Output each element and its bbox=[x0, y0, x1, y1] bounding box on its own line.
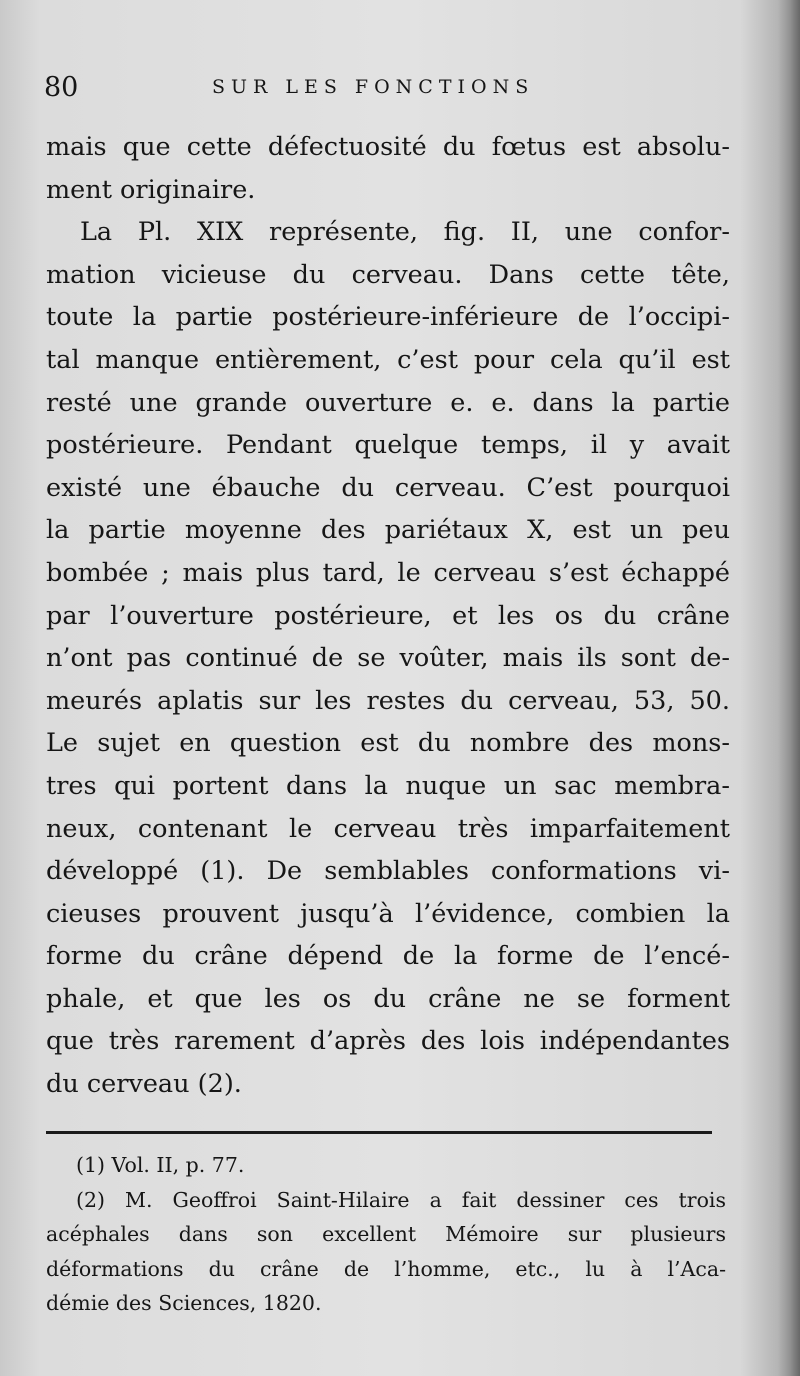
body-text bbox=[46, 126, 730, 1106]
text-line: Le sujet en question est du nombre des mons- bbox=[46, 728, 730, 759]
text-line: La Pl. XIX représente, fig. II, une confor- bbox=[80, 217, 730, 248]
footnote-line: démie des Sciences, 1820. bbox=[46, 1291, 322, 1315]
footnote-line: (2) M. Geoffroi Saint-Hilaire a fait dessiner ces trois bbox=[76, 1187, 726, 1212]
text-line: développé (1). De semblables conformations vi- bbox=[46, 856, 730, 887]
text-line: ment originaire. bbox=[46, 174, 256, 205]
text-line: du cerveau (2). bbox=[46, 1069, 242, 1100]
text-line: existé une ébauche du cerveau. C’est pourquoi bbox=[46, 472, 730, 503]
text-line: cieuses prouvent jusqu’à l’évidence, combien la bbox=[46, 898, 730, 929]
text-line: resté une grande ouverture e. e. dans la partie bbox=[46, 387, 730, 418]
text-line: mais que cette défectuosité du fœtus est absolu- bbox=[46, 132, 730, 162]
page-gutter-shadow bbox=[778, 0, 800, 1376]
text-line: que très rarement d’après des lois indépendantes bbox=[46, 1026, 730, 1057]
text-line: postérieure. Pendant quelque temps, il y avait bbox=[46, 430, 730, 461]
footnotes bbox=[46, 1148, 726, 1321]
running-head bbox=[44, 72, 744, 112]
text-line: toute la partie postérieure-inférieure de l’occipi- bbox=[46, 302, 730, 333]
text-line: tres qui portent dans la nuque un sac membra- bbox=[46, 770, 730, 801]
text-line: mation vicieuse du cerveau. Dans cette tête, bbox=[46, 259, 730, 290]
text-line: meurés aplatis sur les restes du cerveau, 53, 50. bbox=[46, 685, 730, 716]
text-line: bombée ; mais plus tard, le cerveau s’est échappé bbox=[46, 557, 730, 588]
footnote-line: déformations du crâne de l’homme, etc., lu à l’Aca- bbox=[46, 1256, 726, 1281]
footnote-rule bbox=[46, 1131, 712, 1134]
text-line: forme du crâne dépend de la forme de l’encé- bbox=[46, 941, 730, 972]
text-line: n’ont pas continué de se voûter, mais ils sont de- bbox=[46, 643, 730, 674]
footnote-line: acéphales dans son excellent Mémoire sur plusieurs bbox=[46, 1222, 726, 1246]
text-line: la partie moyenne des pariétaux X, est un peu bbox=[46, 515, 730, 546]
text-line: phale, et que les os du crâne ne se forment bbox=[46, 983, 730, 1014]
text-line: par l’ouverture postérieure, et les os du crâne bbox=[46, 600, 730, 631]
text-line: tal manque entièrement, c’est pour cela qu’il est bbox=[46, 344, 730, 375]
page-number: 80 bbox=[44, 72, 79, 103]
footnote-line: (1) Vol. II, p. 77. bbox=[76, 1153, 245, 1177]
text-line: neux, contenant le cerveau très imparfaitement bbox=[46, 813, 730, 844]
running-title: SUR LES FONCTIONS bbox=[212, 76, 535, 98]
